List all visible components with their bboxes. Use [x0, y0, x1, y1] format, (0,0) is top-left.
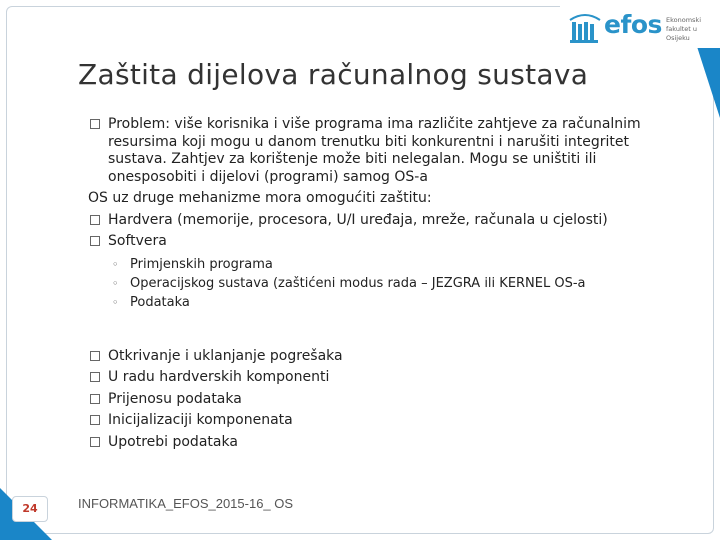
sub-bullet-item — [108, 293, 678, 312]
footer-text: INFORMATIKA_EFOS_2015-16_ OS — [78, 496, 294, 511]
sub-bullet-text: Operacijskog sustava (zaštićeni modus rada – JEZGRA ili KERNEL OS-a — [130, 275, 586, 291]
efos-logo — [568, 6, 718, 46]
sub-bullet-item — [108, 255, 678, 274]
bullet-text: Hardvera (memorije, procesora, U/I uređaja, mreže, računala u cjelosti) — [108, 211, 608, 228]
bullet-item — [88, 369, 678, 387]
page-number: 24 — [12, 496, 48, 522]
bullet-item — [88, 434, 678, 452]
bullet-item — [88, 412, 678, 430]
bullet-text: Problem: više korisnika i više programa ima različite zahtjeve za računalnim resursima koji mogu u danom trenutku biti konkurentni i narušiti integritet sustava. Zahtjev za korištenje može biti nelegalan. Mogu se uništiti ili onesposobiti i dijelovi (programi) samog OS-a — [108, 116, 641, 185]
slide-body — [88, 116, 678, 455]
plain-line — [88, 190, 678, 208]
bullet-item — [88, 391, 678, 409]
checkbox-bullet-icon — [90, 372, 100, 382]
bullet-item — [88, 348, 678, 366]
checkbox-bullet-icon — [90, 236, 100, 246]
bullet-text: Softvera — [108, 233, 167, 249]
checkbox-bullet-icon — [90, 215, 100, 225]
sub-bullet-text: Podataka — [130, 294, 190, 310]
slide-title: Zaštita dijelova računalnog sustava — [78, 58, 589, 91]
checkbox-bullet-icon — [90, 437, 100, 447]
bullet-text: Otkrivanje i uklanjanje pogrešaka — [108, 347, 343, 364]
sub-bullet-text: Primjenskih programa — [130, 256, 273, 272]
bullet-item — [88, 233, 678, 251]
plain-line-text: OS uz druge mehanizme mora omogućiti zaštitu: — [88, 190, 432, 206]
circle-bullet-icon: ◦ — [112, 276, 119, 290]
logo-organization: Ekonomski fakultet u Osijeku — [666, 16, 702, 42]
bullet-text: U radu hardverskih komponenti — [108, 369, 330, 385]
sub-bullet-item — [108, 274, 678, 293]
bullet-item — [88, 212, 678, 230]
sub-bullet-list — [108, 255, 678, 312]
circle-bullet-icon: ◦ — [112, 257, 119, 271]
checkbox-bullet-icon — [90, 351, 100, 361]
logo-wordmark: efos — [604, 10, 662, 39]
bullet-text: Prijenosu podataka — [108, 390, 242, 407]
checkbox-bullet-icon — [90, 394, 100, 404]
checkbox-bullet-icon — [90, 415, 100, 425]
circle-bullet-icon: ◦ — [112, 295, 119, 309]
checkbox-bullet-icon — [90, 119, 100, 129]
bullet-item — [88, 116, 678, 186]
logo-mark-icon — [568, 10, 602, 44]
bullet-text: Upotrebi podataka — [108, 433, 238, 450]
bullet-text: Inicijalizaciji komponenata — [108, 412, 293, 428]
